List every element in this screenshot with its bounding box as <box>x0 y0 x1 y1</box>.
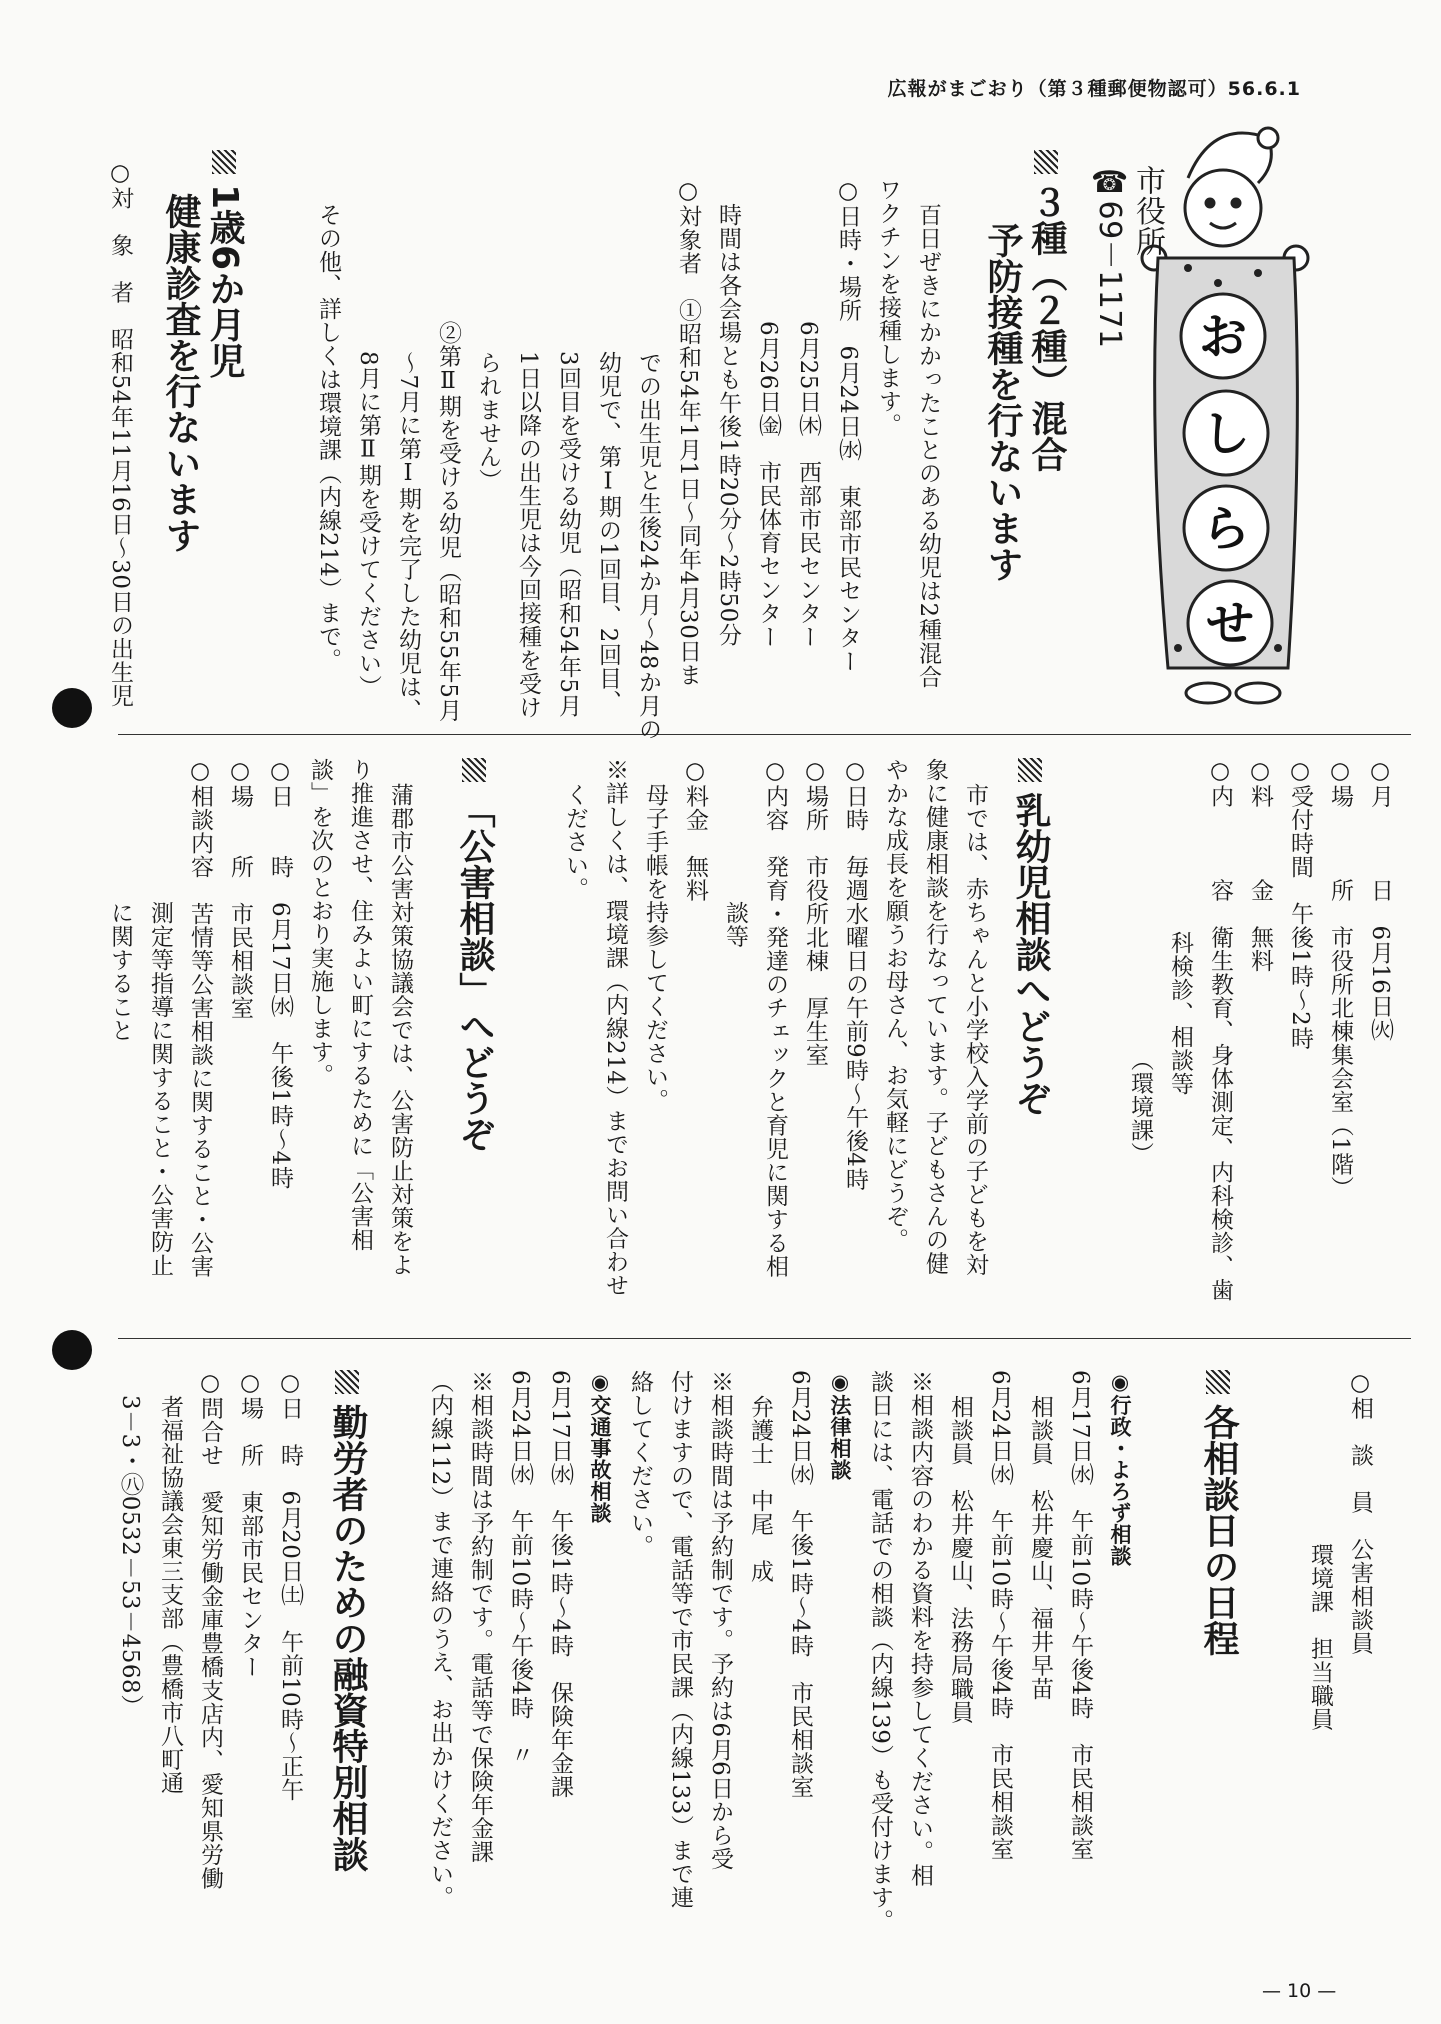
office-name: 市役所 <box>1130 165 1165 257</box>
subheading-traffic: ◉交通事故相談 <box>588 1370 612 1524</box>
oshirase-char-shi: し <box>1201 406 1251 462</box>
labor-title: 勤労者のための融資特別相談 <box>325 1370 369 1872</box>
pollution-body: 蒲郡市公害対策協議会では、公害防止対策をよ り推進させ、住みよい町にするために「公害相 談」を次のとおり実施します。 ○日 時 6月17日㈬ 午後1時～4時 ○場 所 市民相談室 ○相談内容 苦情等公害相談に関すること・公害 測定等指導に関すること・公害防止 に関すること <box>107 758 413 1278</box>
section-mark <box>1034 150 1058 174</box>
pollution-title: 「公害相談」へどうぞ <box>452 758 496 1152</box>
oshirase-char-ra: ら <box>1201 501 1251 557</box>
section-divider-bottom <box>118 1338 1411 1339</box>
binding-hole-lower <box>52 1330 92 1370</box>
subheading-legal: ◉法律相談 <box>828 1370 852 1481</box>
checkup-body: ○対 象 者 昭和54年11月16日～30日の出生児 <box>107 160 133 708</box>
vaccine-body: 百日ぜきにかかったことのある幼児は2種混合 ワクチンを接種します。 ○日時・場所 6月24日㈬ 東部市民センター 6月25日㈭ 西部市民センター 6月26日㈮ 市民体育センター 時間は各会場とも午後1時20分～2時50分 ○対象者 ①昭和54年1月1日～同年4月30日ま での出生児と生後24か月～48か月の 幼児で、第Ⅰ期の1回目、2回目、 3回目を受ける幼児（昭和54年5月 1日以降の出生児は今回接種を受け られません） ②第Ⅱ期を受ける幼児（昭和55年5月 ～7月に第Ⅰ期を完了した幼児は、 8月に第Ⅱ期を受けてください） その他、詳しくは環境課（内線214）まで。 <box>315 178 941 741</box>
section-mark <box>212 150 236 174</box>
labor-body: ○日 時 6月20日㈯ 午前10時～正午 ○場 所 東部市民センター ○問合せ 愛知労働金庫豊橋支店内、愛知県労働 者福祉協議会東三支部（豊橋市八町通 3－3・㊇0532－53－4568） <box>117 1370 303 1890</box>
infant-title: 乳幼児相談へどうぞ <box>1008 758 1052 1116</box>
section-divider-top <box>118 734 1411 735</box>
section-mark <box>462 758 486 782</box>
infant-body: 市では、赤ちゃんと小学校入学前の子どもを対 象に健康相談を行なっています。子どもさんの健 やかな成長を願うお母さん、お気軽にどうぞ。 ○日時 毎週水曜日の午前9時～午後4時 ○場所 市役所北棟 厚生室 ○内容 発育・発達のチェックと育児に関する相 談等 ○料金 無料 母子手帳を持参してください。 ※詳しくは、環境課（内線214）までお問い合わせ ください。 <box>562 758 988 1297</box>
publication-header: 広報がまごおり（第３種郵便物認可）56.6.1 <box>887 78 1301 100</box>
oshirase-char-se: せ <box>1205 596 1255 652</box>
page-number: — 10 — <box>1262 1980 1337 2002</box>
schedule-title: 各相談日の日程 <box>1196 1370 1240 1656</box>
checkup-title: 1歳6か月児 健康診査を行ないます <box>158 150 246 553</box>
subheading-admin: ◉行政・よろず相談 <box>1108 1370 1132 1567</box>
oshirase-char-o: お <box>1198 309 1248 365</box>
vaccine-title: ３種（２種）混合 予防接種を行ないます <box>980 150 1068 582</box>
section-mark <box>335 1370 359 1394</box>
office-contact <box>1090 165 1166 349</box>
office-phone: ☎69－1171 <box>1092 165 1127 349</box>
checkup-details: ○月 日 6月16日㈫ ○場 所 市役所北棟集会室（1階） ○受付時間 午後1時～2時 ○料 金 無料 ○内 容 衛生教育、身体測定、内科検診、歯 科検診、相談等 （環境課） <box>1127 758 1393 1302</box>
binding-hole-upper <box>52 688 92 728</box>
pollution-staff: ○相 談 員 公害相談員 環境課 担当職員 <box>1307 1370 1373 1731</box>
section-mark <box>1018 758 1042 782</box>
schedule-body: ◉行政・よろず相談 6月17日㈬ 午前10時～午後4時 市民相談室 相談員 松井慶山、福井早苗 6月24日㈬ 午前10時～午後4時 市民相談室 相談員 松井慶山、法務局職員 ※相談内容のわかる資料を持参してください。相 談日には、電話での相談（内線139）も受付けます。 ◉法律相談 6月24日㈬ 午後1時～4時 市民相談室 弁護士 中尾 成 ※相談時間は予約制です。予約は6月6日から受 付けますので、電話等で市民課（内線133）まで連 絡してください。 ◉交通事故相談 6月17日㈬ 午後1時～4時 保険年金課 6月24日㈬ 午前10時～午後4時 〃 ※相談時間は予約制です。電話等で保険年金課 （内線112）まで連絡のうえ、お出かけください。 <box>420 1370 1140 1932</box>
section-mark <box>1206 1370 1230 1394</box>
